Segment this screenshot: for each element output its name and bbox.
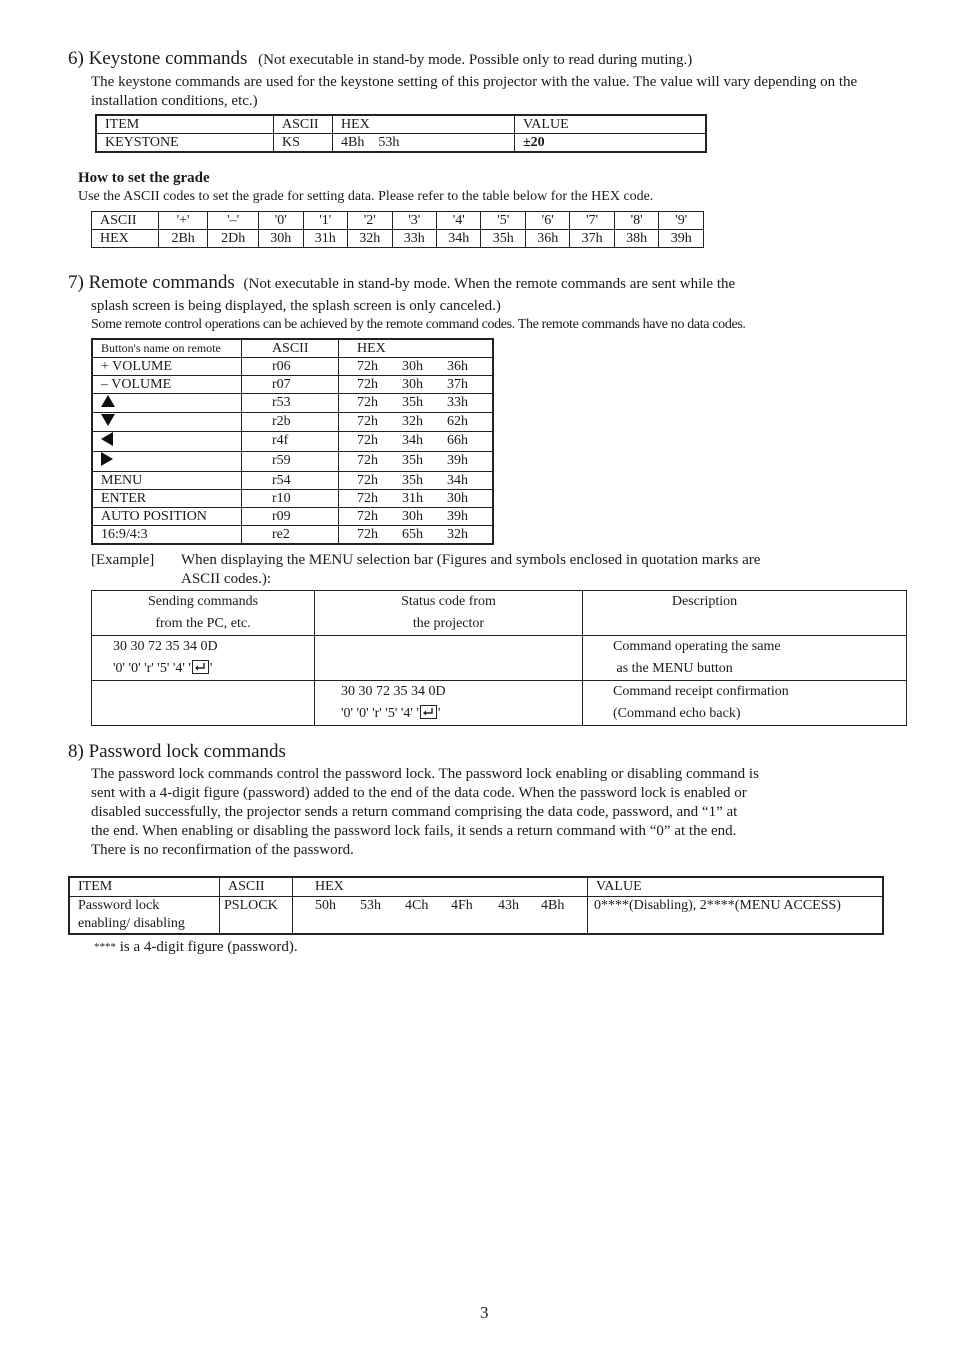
header-value: VALUE (588, 877, 884, 897)
footnote-text: is a 4-digit figure (password). (116, 939, 298, 955)
remote-hex-byte: 34h (402, 433, 423, 448)
section6-heading: 6) Keystone commands (68, 48, 248, 69)
send-ascii-line (113, 658, 314, 680)
table-row (92, 358, 493, 376)
remote-button-name: AUTO POSITION (92, 508, 241, 526)
remote-hex (339, 432, 494, 452)
cell-item-2: enabling/ disabling (78, 916, 185, 931)
desc-line-1: Command receipt confirmation (613, 684, 789, 699)
cell-ascii: PSLOCK (220, 897, 293, 935)
remote-button-name (92, 452, 241, 472)
grade-hex-cell: 2Bh (159, 230, 208, 248)
remote-hex-byte: 72h (357, 359, 378, 374)
grade-hex-cell: 38h (614, 230, 658, 248)
hex-1: 50h (315, 898, 336, 913)
grade-text: Use the ASCII codes to set the grade for setting data. Please refer to the table below for the HEX code. (78, 189, 654, 204)
remote-table-header (92, 339, 493, 358)
header-sending-1: Sending commands (147, 594, 259, 609)
header-sending-2: from the PC, etc. (155, 616, 251, 631)
remote-ascii: re2 (241, 526, 338, 545)
grade-ascii-cell: '4' (436, 212, 480, 230)
grade-ascii-cell: '5' (481, 212, 525, 230)
grade-ascii-label: ASCII (92, 212, 159, 230)
remote-hex (339, 413, 494, 432)
remote-ascii: r2b (241, 413, 338, 432)
section7-heading: 7) Remote commands (68, 272, 235, 293)
status-cell (315, 681, 583, 726)
remote-hex-byte: 39h (447, 509, 468, 524)
remote-hex (339, 526, 494, 545)
remote-hex-byte: 72h (357, 453, 378, 468)
remote-button-name (92, 432, 241, 452)
header-status (315, 591, 583, 636)
password-table (68, 876, 884, 935)
grade-ascii-cell: '1' (303, 212, 347, 230)
grade-hex-label: HEX (92, 230, 159, 248)
table-row (92, 526, 493, 545)
status-ascii: '0' '0' 'r' '5' '4' ' (341, 706, 419, 721)
remote-hex (339, 376, 494, 394)
triangle-right-icon (101, 452, 113, 471)
remote-button-name: – VOLUME (92, 376, 241, 394)
remote-hex-byte: 35h (402, 473, 423, 488)
remote-hex-byte: 30h (447, 491, 468, 506)
remote-hex (339, 452, 494, 472)
status-hex: 30 30 72 35 34 0D (341, 684, 446, 699)
cell-ascii: KS (274, 134, 333, 153)
grade-table (91, 211, 704, 248)
remote-ascii: r09 (241, 508, 338, 526)
grade-hex-cell: 33h (392, 230, 436, 248)
grade-hex-cell: 35h (481, 230, 525, 248)
table-row (92, 376, 493, 394)
remote-ascii: r53 (241, 394, 338, 413)
remote-button-name (92, 413, 241, 432)
header-hex: HEX (333, 115, 515, 134)
enter-key-icon (420, 705, 437, 719)
section8-text (91, 765, 759, 860)
section7-heading-line (68, 272, 735, 294)
remote-ascii: r4f (241, 432, 338, 452)
cell-hex-2: 53h (378, 135, 400, 150)
remote-hex-byte: 72h (357, 395, 378, 410)
table-row (92, 394, 493, 413)
remote-hex-byte: 35h (402, 395, 423, 410)
remote-hex-byte: 72h (357, 491, 378, 506)
hex-2: 53h (360, 898, 381, 913)
header-status-2: the projector (412, 616, 485, 631)
section6-heading-line (68, 48, 692, 70)
cell-item (69, 897, 220, 935)
section8-line-4: the end. When enabling or disabling the password lock fails, it sends a return command with “0” at the end. (91, 823, 737, 839)
keystone-table (95, 114, 707, 153)
cell-item-1: Password lock (78, 898, 160, 913)
table-row (92, 452, 493, 472)
grade-ascii-cell: '7' (570, 212, 614, 230)
grade-hex-row (92, 230, 704, 248)
remote-hex-byte: 72h (357, 509, 378, 524)
section7-note-2: splash screen is being displayed, the splash screen is only canceled.) (91, 298, 501, 314)
send-ascii-end: ' (209, 661, 213, 676)
remote-hex (339, 358, 494, 376)
send-ascii: '0' '0' 'r' '5' '4' ' (113, 661, 191, 676)
cell-hex-1: 4Bh (341, 135, 365, 150)
header-item: ITEM (69, 877, 220, 897)
grade-hex-cell: 32h (348, 230, 392, 248)
grade-ascii-cell: '9' (659, 212, 704, 230)
grade-hex-cell: 36h (525, 230, 569, 248)
triangle-left-icon (101, 432, 113, 451)
cell-value: ±20 (515, 134, 707, 153)
header-hex: HEX (339, 339, 494, 358)
grade-hex-cell: 39h (659, 230, 704, 248)
grade-ascii-cell: '6' (525, 212, 569, 230)
example-table-header (92, 591, 907, 636)
header-ascii: ASCII (220, 877, 293, 897)
desc-line-2: (Command echo back) (613, 706, 741, 721)
status-ascii-line (341, 703, 582, 725)
section6-note: (Not executable in stand-by mode. Possible only to read during muting.) (258, 52, 693, 68)
example-label: [Example] (91, 552, 155, 568)
grade-hex-cell: 2Dh (208, 230, 259, 248)
remote-hex-byte: 72h (357, 527, 378, 542)
remote-hex-byte: 36h (447, 359, 468, 374)
table-row (92, 432, 493, 452)
remote-hex (339, 508, 494, 526)
table-row (92, 472, 493, 490)
remote-hex-byte: 72h (357, 414, 378, 429)
remote-hex-byte: 72h (357, 433, 378, 448)
remote-hex-byte: 30h (402, 377, 423, 392)
triangle-up-icon (101, 395, 115, 412)
header-button-name: Button's name on remote (92, 339, 241, 358)
hex-6: 4Bh (541, 898, 565, 913)
table-row (92, 508, 493, 526)
section7-text: Some remote control operations can be achieved by the remote command codes. The remote commands have no data codes. (91, 317, 746, 332)
remote-ascii: r54 (241, 472, 338, 490)
header-ascii: ASCII (274, 115, 333, 134)
remote-hex-byte: 31h (402, 491, 423, 506)
hex-3: 4Ch (405, 898, 429, 913)
hex-5: 43h (498, 898, 519, 913)
remote-hex-byte: 32h (402, 414, 423, 429)
header-ascii: ASCII (241, 339, 338, 358)
grade-hex-cell: 30h (259, 230, 303, 248)
header-value: VALUE (515, 115, 707, 134)
section8-heading: 8) Password lock commands (68, 741, 286, 762)
send-cell (92, 636, 315, 681)
remote-hex-byte: 30h (402, 359, 423, 374)
remote-button-name: 16:9/4:3 (92, 526, 241, 545)
status-cell-empty (315, 636, 583, 681)
remote-hex (339, 394, 494, 413)
desc-cell (583, 636, 907, 681)
header-description: Description (583, 591, 907, 636)
hex-4: 4Fh (451, 898, 473, 913)
remote-ascii: r07 (241, 376, 338, 394)
section8-line-2: sent with a 4-digit figure (password) added to the end of the data code. When the password lock is enabled or (91, 785, 747, 801)
grade-hex-cell: 34h (436, 230, 480, 248)
remote-ascii: r59 (241, 452, 338, 472)
header-item: ITEM (96, 115, 274, 134)
remote-hex (339, 490, 494, 508)
remote-ascii: r10 (241, 490, 338, 508)
remote-button-name: MENU (92, 472, 241, 490)
remote-hex-byte: 72h (357, 377, 378, 392)
header-sending (92, 591, 315, 636)
grade-title: How to set the grade (78, 170, 210, 186)
triangle-down-icon (101, 414, 115, 431)
status-ascii-end: ' (437, 706, 441, 721)
footnote-stars: **** (94, 941, 116, 953)
remote-hex-byte: 33h (447, 395, 468, 410)
remote-hex-byte: 32h (447, 527, 468, 542)
password-table-header (69, 877, 883, 897)
enter-key-icon (192, 660, 209, 674)
table-row (92, 490, 493, 508)
table-row (69, 897, 883, 935)
cell-value: 0****(Disabling), 2****(MENU ACCESS) (588, 897, 884, 935)
remote-hex (339, 472, 494, 490)
page-number: 3 (480, 1303, 489, 1322)
remote-button-name: ENTER (92, 490, 241, 508)
remote-hex-byte: 39h (447, 453, 468, 468)
example-table (91, 590, 907, 726)
section8-line-1: The password lock commands control the password lock. The password lock enabling or disabling command is (91, 766, 759, 782)
remote-button-name (92, 394, 241, 413)
table-row (92, 636, 907, 681)
send-cell-empty (92, 681, 315, 726)
grade-ascii-cell: '0' (259, 212, 303, 230)
remote-hex-byte: 30h (402, 509, 423, 524)
remote-hex-byte: 37h (447, 377, 468, 392)
grade-hex-cell: 31h (303, 230, 347, 248)
table-row (96, 134, 706, 153)
header-hex: HEX (293, 877, 588, 897)
cell-hex (333, 134, 515, 153)
example-line-2: ASCII codes.): (181, 571, 271, 587)
grade-ascii-cell: '–' (208, 212, 259, 230)
remote-hex-byte: 72h (357, 473, 378, 488)
example-line-1: When displaying the MENU selection bar (Figures and symbols enclosed in quotation marks are (181, 552, 761, 568)
header-status-1: Status code from (401, 594, 496, 609)
cell-item: KEYSTONE (96, 134, 274, 153)
send-hex: 30 30 72 35 34 0D (113, 639, 218, 654)
section7-note-1: (Not executable in stand-by mode. When the remote commands are sent while the (243, 276, 736, 292)
remote-hex-byte: 65h (402, 527, 423, 542)
desc-line-2: as the MENU button (613, 661, 733, 676)
grade-hex-cell: 37h (570, 230, 614, 248)
remote-button-name: + VOLUME (92, 358, 241, 376)
keystone-table-header (96, 115, 706, 134)
remote-hex-byte: 66h (447, 433, 468, 448)
footnote (94, 939, 298, 956)
remote-hex-byte: 35h (402, 453, 423, 468)
section8-line-5: There is no reconfirmation of the password. (91, 842, 354, 858)
section8-line-3: disabled successfully, the projector sends a return command comprising the data code, password, and “1” at (91, 804, 738, 820)
remote-table (91, 338, 494, 545)
grade-ascii-cell: '3' (392, 212, 436, 230)
grade-ascii-row (92, 212, 704, 230)
table-row (92, 681, 907, 726)
remote-ascii: r06 (241, 358, 338, 376)
desc-cell (583, 681, 907, 726)
remote-hex-byte: 62h (447, 414, 468, 429)
cell-hex (293, 897, 588, 935)
grade-ascii-cell: '8' (614, 212, 658, 230)
table-row (92, 413, 493, 432)
grade-ascii-cell: '+' (159, 212, 208, 230)
desc-line-1: Command operating the same (613, 639, 781, 654)
remote-hex-byte: 34h (447, 473, 468, 488)
grade-ascii-cell: '2' (348, 212, 392, 230)
section6-text: The keystone commands are used for the keystone setting of this projector with the value. The value will vary depending on the installation conditions, etc.) (91, 74, 858, 109)
